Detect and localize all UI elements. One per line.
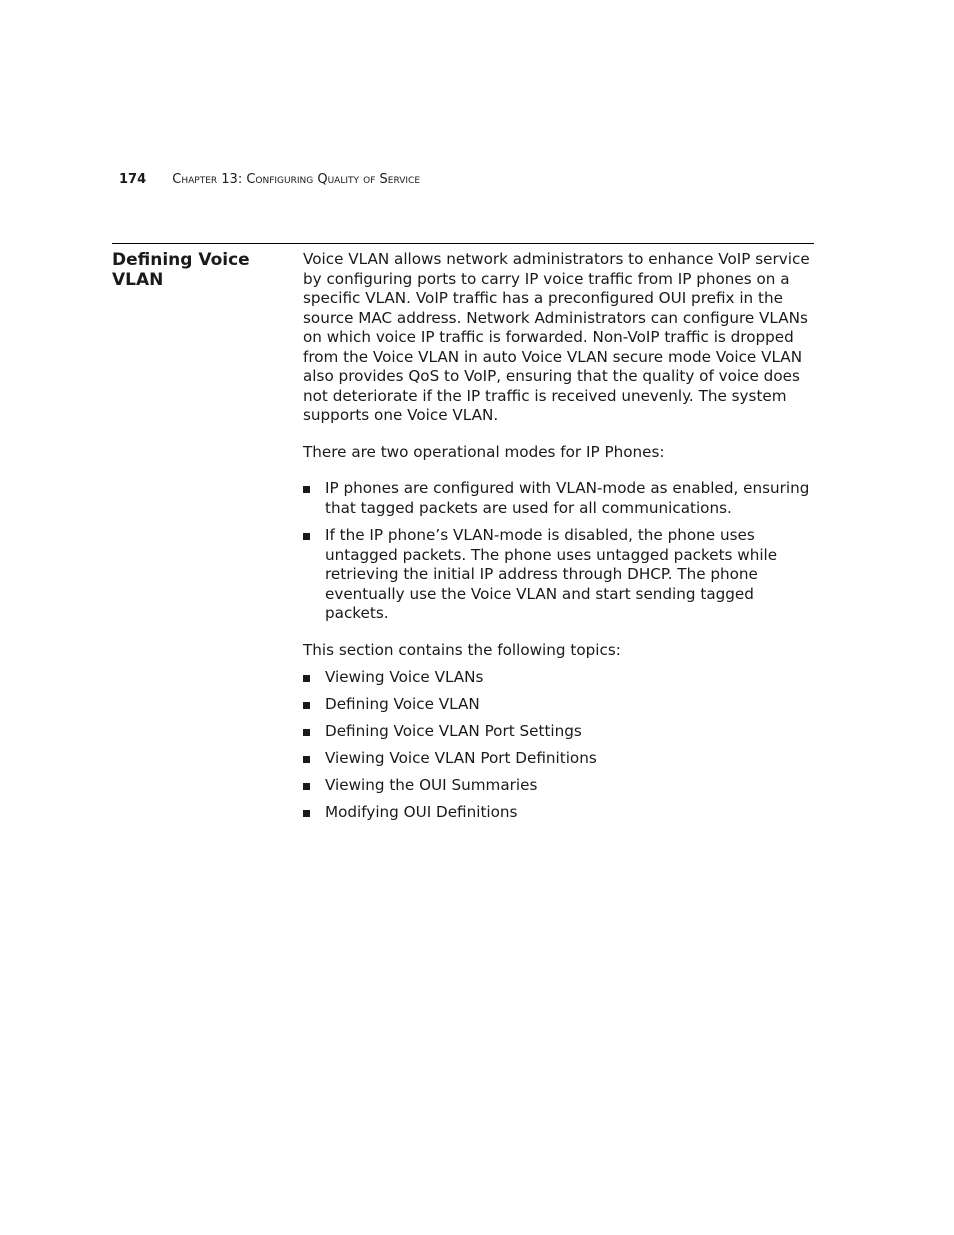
list-item xyxy=(303,526,815,624)
topic-item[interactable] xyxy=(303,749,815,769)
square-bullet-icon xyxy=(303,810,310,817)
modes-intro-paragraph: There are two operational modes for IP Phones: xyxy=(303,442,665,461)
page-number: 174 xyxy=(119,172,147,187)
square-bullet-icon xyxy=(303,675,310,682)
section-body xyxy=(303,250,815,831)
topic-item[interactable] xyxy=(303,803,815,823)
topic-item[interactable] xyxy=(303,695,815,715)
topic-link[interactable]: Modifying OUI Definitions xyxy=(325,803,518,822)
square-bullet-icon xyxy=(303,729,310,736)
section-heading: Defining Voice VLAN xyxy=(112,250,250,290)
list-item-text: IP phones are configured with VLAN-mode as enabled, ensuring that tagged packets are used for all communications. xyxy=(325,479,810,517)
square-bullet-icon xyxy=(303,756,310,763)
list-item-text: If the IP phone’s VLAN-mode is disabled, the phone uses untagged packets. The phone uses untagged packets while retrieving the initial IP address through DHCP. The phone eventually use the Voice VLAN and start sending tagged packets. xyxy=(325,526,778,622)
square-bullet-icon xyxy=(303,783,310,790)
square-bullet-icon xyxy=(303,486,310,493)
topics-list xyxy=(303,668,815,823)
intro-paragraph: Voice VLAN allows network administrators to enhance VoIP service by configuring ports to carry IP voice traffic from IP phones on a specific VLAN. VoIP traffic has a preconfigured OUI prefix in the source MAC address. Network Administrators can configure VLANs on which voice IP traffic is forwarded. Non-VoIP traffic is dropped from the Voice VLAN in auto Voice VLAN secure mode Voice VLAN also provides QoS to VoIP, ensuring that the quality of voice does not deteriorate if the IP traffic is received unevenly. The system supports one Voice VLAN. xyxy=(303,250,810,424)
topic-item[interactable] xyxy=(303,776,815,796)
topic-item[interactable] xyxy=(303,722,815,742)
square-bullet-icon xyxy=(303,533,310,540)
running-head: Chapter 13: Configuring Quality of Service xyxy=(172,172,421,187)
modes-list xyxy=(303,479,815,624)
square-bullet-icon xyxy=(303,702,310,709)
topic-link[interactable]: Viewing the OUI Summaries xyxy=(325,776,538,795)
topic-link[interactable]: Viewing Voice VLAN Port Definitions xyxy=(325,749,597,768)
topic-link[interactable]: Defining Voice VLAN Port Settings xyxy=(325,722,582,741)
list-item xyxy=(303,479,815,518)
topics-intro-paragraph: This section contains the following topics: xyxy=(303,640,621,659)
topic-link[interactable]: Viewing Voice VLANs xyxy=(325,668,484,686)
topic-item[interactable] xyxy=(303,668,815,688)
topic-link[interactable]: Defining Voice VLAN xyxy=(325,695,480,714)
section-divider xyxy=(112,243,814,244)
page-header xyxy=(119,172,420,188)
